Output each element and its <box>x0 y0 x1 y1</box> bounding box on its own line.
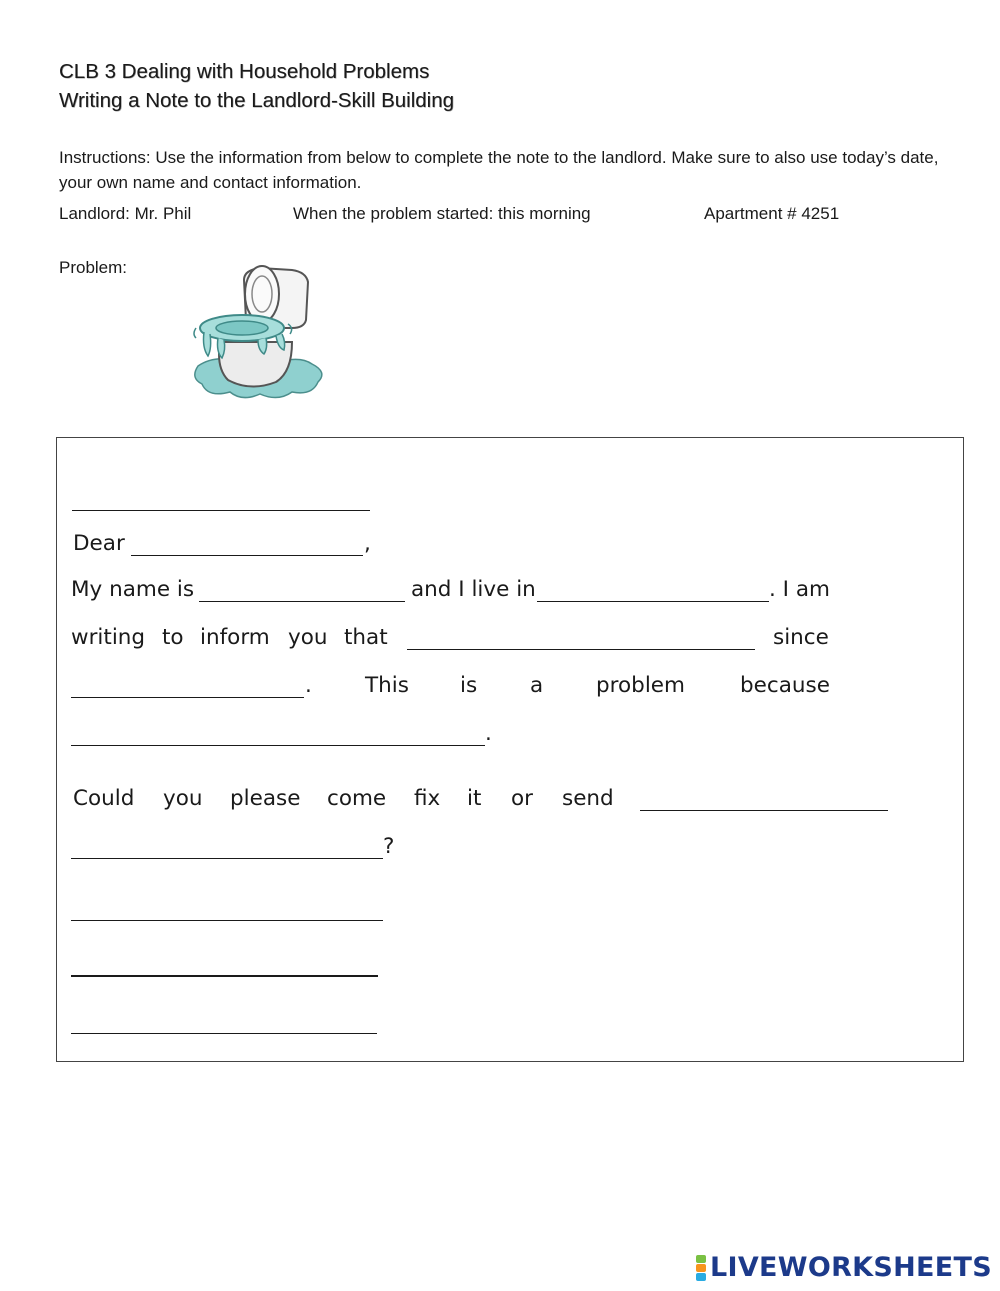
word: Could <box>73 786 135 811</box>
problem-start-info: When the problem started: this morning <box>293 204 591 223</box>
closing-blank[interactable] <box>71 920 383 921</box>
word: come <box>327 786 387 811</box>
landlord-note-form <box>56 437 964 1062</box>
word: please <box>230 786 301 811</box>
problem-label: Problem: <box>59 258 128 277</box>
word: inform <box>200 625 270 650</box>
i-am-text: . I am <box>769 577 830 602</box>
period: . <box>305 673 312 698</box>
word: you <box>163 786 203 811</box>
word: problem <box>596 673 685 698</box>
word: send <box>562 786 614 811</box>
liveworksheets-logo <box>696 1252 992 1283</box>
apartment-blank[interactable] <box>537 601 769 602</box>
word: a <box>530 673 544 698</box>
since-when-blank[interactable] <box>71 697 304 698</box>
my-name-text: My name is <box>71 577 195 602</box>
word: it <box>467 786 482 811</box>
dear-text: Dear <box>73 531 125 556</box>
liveworksheets-wordmark: LIVEWORKSHEETS <box>709 1252 992 1283</box>
your-name-blank[interactable] <box>199 601 405 602</box>
send-someone-blank[interactable] <box>640 810 888 811</box>
signature-blank[interactable] <box>71 975 378 977</box>
overflowing-toilet-icon <box>180 258 330 406</box>
word: This <box>365 673 409 698</box>
dear-comma: , <box>364 531 371 556</box>
word: fix <box>414 786 441 811</box>
since-text: since <box>773 625 829 650</box>
worksheet-subtitle: Writing a Note to the Landlord-Skill Building <box>59 89 455 112</box>
worksheet-title: CLB 3 Dealing with Household Problems <box>59 60 430 83</box>
live-in-text: and I live in <box>411 577 536 602</box>
apartment-info: Apartment # 4251 <box>704 204 840 223</box>
word: you <box>288 625 328 650</box>
word: is <box>460 673 478 698</box>
word: writing <box>71 625 146 650</box>
contact-info-blank[interactable] <box>71 1033 377 1034</box>
because-blank[interactable] <box>71 745 485 746</box>
word: that <box>344 625 388 650</box>
landlord-info: Landlord: Mr. Phil <box>59 204 192 223</box>
word: to <box>162 625 184 650</box>
word: because <box>740 673 830 698</box>
request-blank[interactable] <box>71 858 383 859</box>
liveworksheets-logo-icon <box>696 1255 706 1281</box>
period: . <box>485 721 492 746</box>
landlord-name-blank[interactable] <box>131 555 363 556</box>
word: or <box>511 786 533 811</box>
question-mark: ? <box>383 834 395 859</box>
date-blank[interactable] <box>72 510 370 511</box>
instructions-text: Instructions: Use the information from below to complete the note to the landlord. Make sure to also use today’s date, your own name and contact information. <box>59 148 939 192</box>
problem-blank[interactable] <box>407 649 755 650</box>
